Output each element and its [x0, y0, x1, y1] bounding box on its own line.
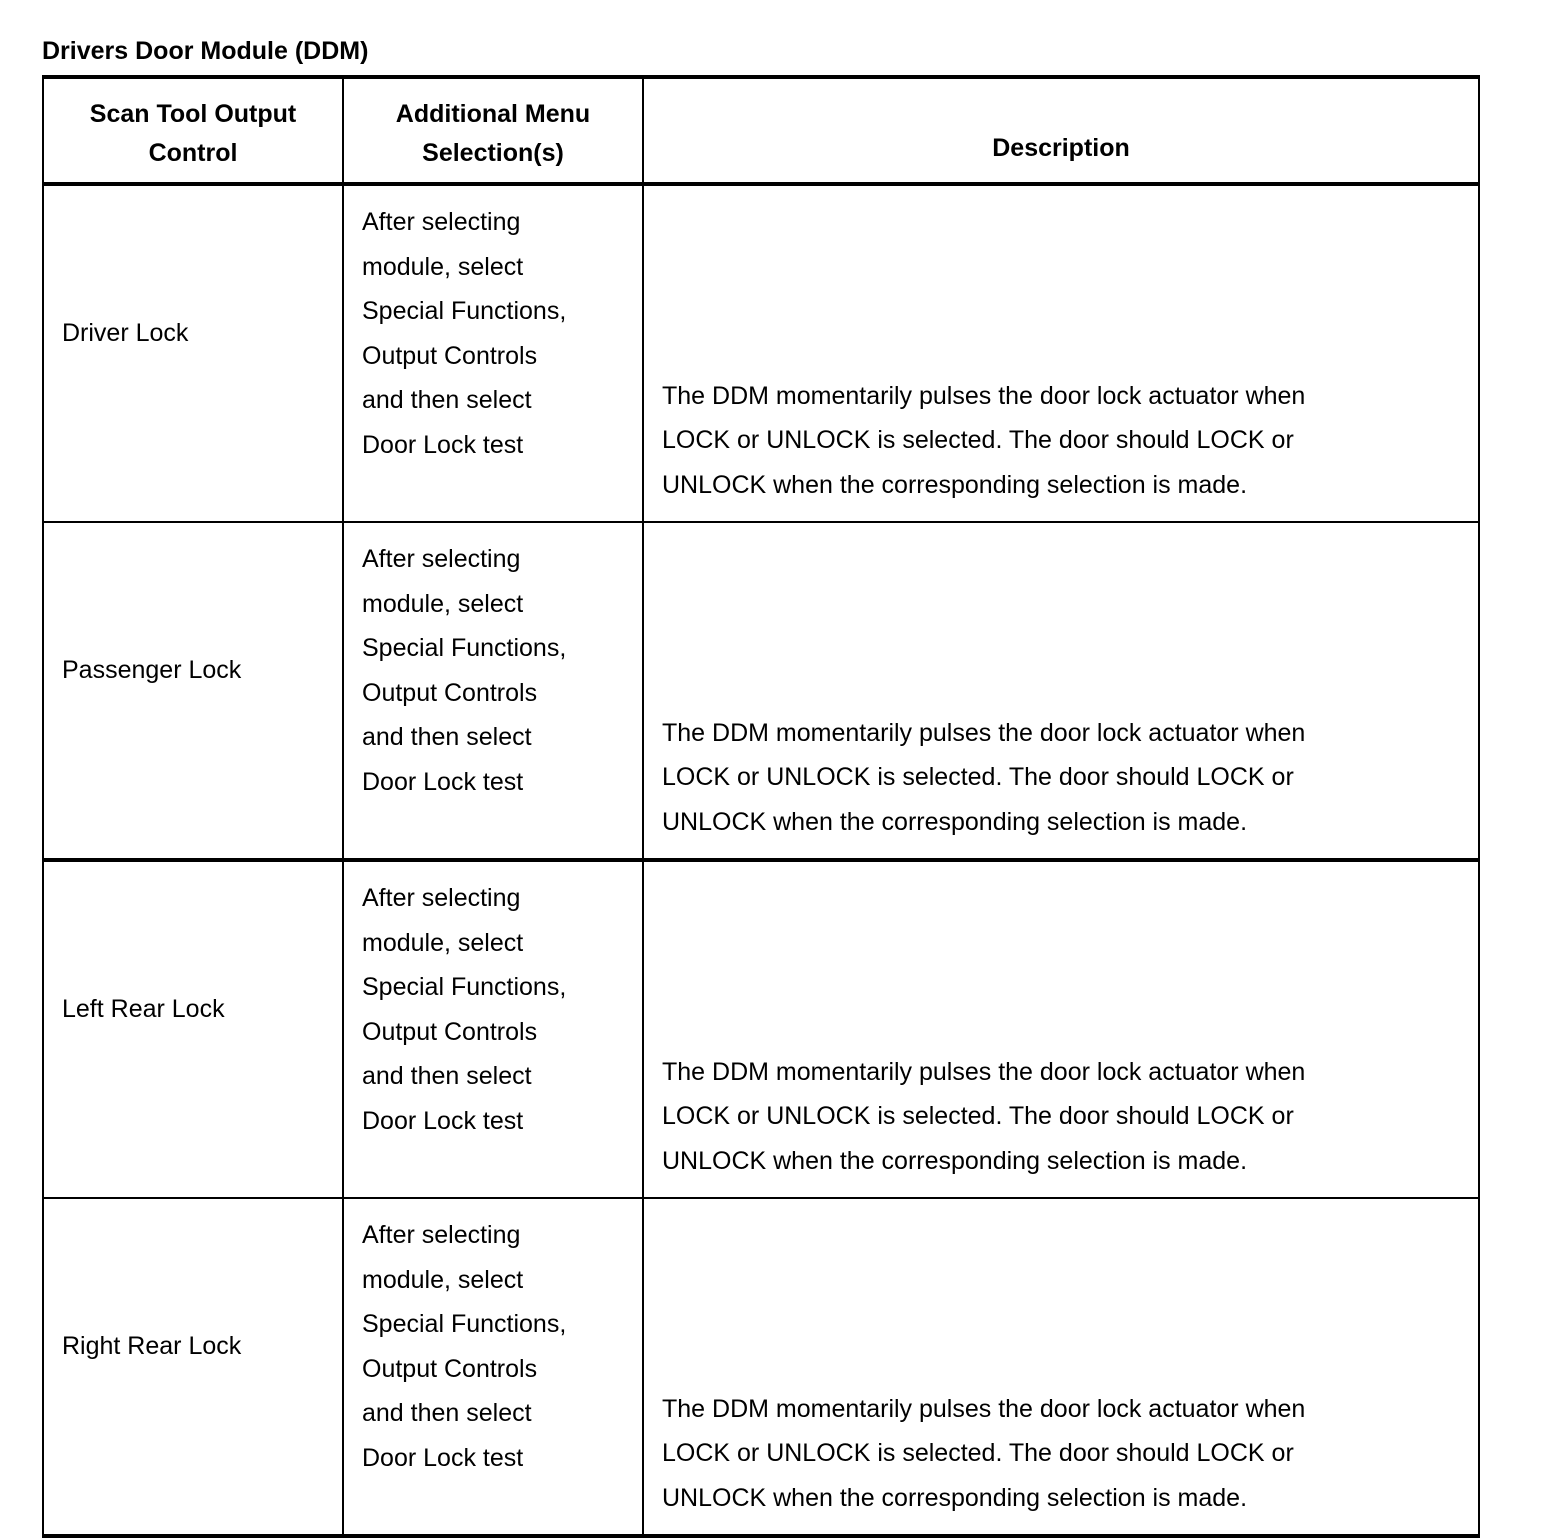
- text-line: module, select: [362, 589, 524, 618]
- text-line: Door Lock test: [362, 1443, 524, 1472]
- description-cell: [643, 860, 1479, 1198]
- text-line: Special Functions,: [362, 297, 567, 325]
- text-line: UNLOCK when the corresponding selection is made.: [662, 807, 1248, 836]
- menu-selection-cell: [343, 522, 643, 860]
- text-line: Special Functions,: [362, 973, 567, 1001]
- header-scan-tool-output-control: [43, 77, 343, 184]
- text-line: module, select: [362, 252, 524, 281]
- header-line: Selection(s): [422, 139, 564, 167]
- text-line: Door Lock test: [362, 430, 524, 459]
- text-line: Special Functions,: [362, 1310, 567, 1338]
- control-cell: Passenger Lock: [43, 522, 343, 860]
- table-row: [43, 522, 1479, 860]
- text-line: Output Controls: [362, 1017, 538, 1046]
- text-line: Door Lock test: [362, 1106, 524, 1135]
- text-line: The DDM momentarily pulses the door lock actuator when: [662, 1394, 1306, 1423]
- text-line: and then select: [362, 1062, 532, 1090]
- header-description: Description: [643, 77, 1479, 184]
- text-line: LOCK or UNLOCK is selected. The door should LOCK or: [662, 1439, 1294, 1467]
- text-line: Output Controls: [362, 341, 538, 370]
- menu-selection-cell: [343, 184, 643, 522]
- description-cell: [643, 184, 1479, 522]
- text-line: UNLOCK when the corresponding selection is made.: [662, 1146, 1248, 1175]
- description-cell: [643, 1198, 1479, 1536]
- control-cell: Left Rear Lock: [43, 860, 343, 1198]
- page-title: Drivers Door Module (DDM): [42, 37, 369, 65]
- text-line: LOCK or UNLOCK is selected. The door should LOCK or: [662, 763, 1294, 791]
- header-line: Scan Tool Output: [89, 100, 297, 128]
- text-line: UNLOCK when the corresponding selection is made.: [662, 470, 1248, 499]
- text-line: and then select: [362, 386, 532, 414]
- control-cell: Driver Lock: [43, 184, 343, 522]
- description-cell: [643, 522, 1479, 860]
- text-line: and then select: [362, 1399, 532, 1427]
- table-row: [43, 184, 1479, 522]
- header-additional-menu-selections: [343, 77, 643, 184]
- menu-selection-cell: [343, 860, 643, 1198]
- text-line: UNLOCK when the corresponding selection is made.: [662, 1483, 1248, 1512]
- text-line: Output Controls: [362, 678, 538, 707]
- header-line: Additional Menu: [395, 100, 591, 128]
- table-row: [43, 860, 1479, 1198]
- ddm-output-control-table: [42, 75, 1480, 1538]
- text-line: LOCK or UNLOCK is selected. The door should LOCK or: [662, 1102, 1294, 1130]
- text-line: Door Lock test: [362, 767, 524, 796]
- text-line: module, select: [362, 1265, 524, 1294]
- text-line: and then select: [362, 723, 532, 751]
- text-line: After selecting: [362, 545, 521, 573]
- text-line: After selecting: [362, 1221, 521, 1249]
- table-header-row: [43, 77, 1479, 184]
- text-line: After selecting: [362, 208, 521, 236]
- text-line: The DDM momentarily pulses the door lock actuator when: [662, 718, 1306, 747]
- text-line: After selecting: [362, 884, 521, 912]
- text-line: Special Functions,: [362, 634, 567, 662]
- text-line: LOCK or UNLOCK is selected. The door should LOCK or: [662, 426, 1294, 454]
- control-cell: Right Rear Lock: [43, 1198, 343, 1536]
- text-line: The DDM momentarily pulses the door lock actuator when: [662, 381, 1306, 410]
- text-line: module, select: [362, 928, 524, 957]
- menu-selection-cell: [343, 1198, 643, 1536]
- text-line: Output Controls: [362, 1354, 538, 1383]
- table-row: [43, 1198, 1479, 1536]
- text-line: The DDM momentarily pulses the door lock actuator when: [662, 1057, 1306, 1086]
- header-line: Control: [148, 139, 238, 167]
